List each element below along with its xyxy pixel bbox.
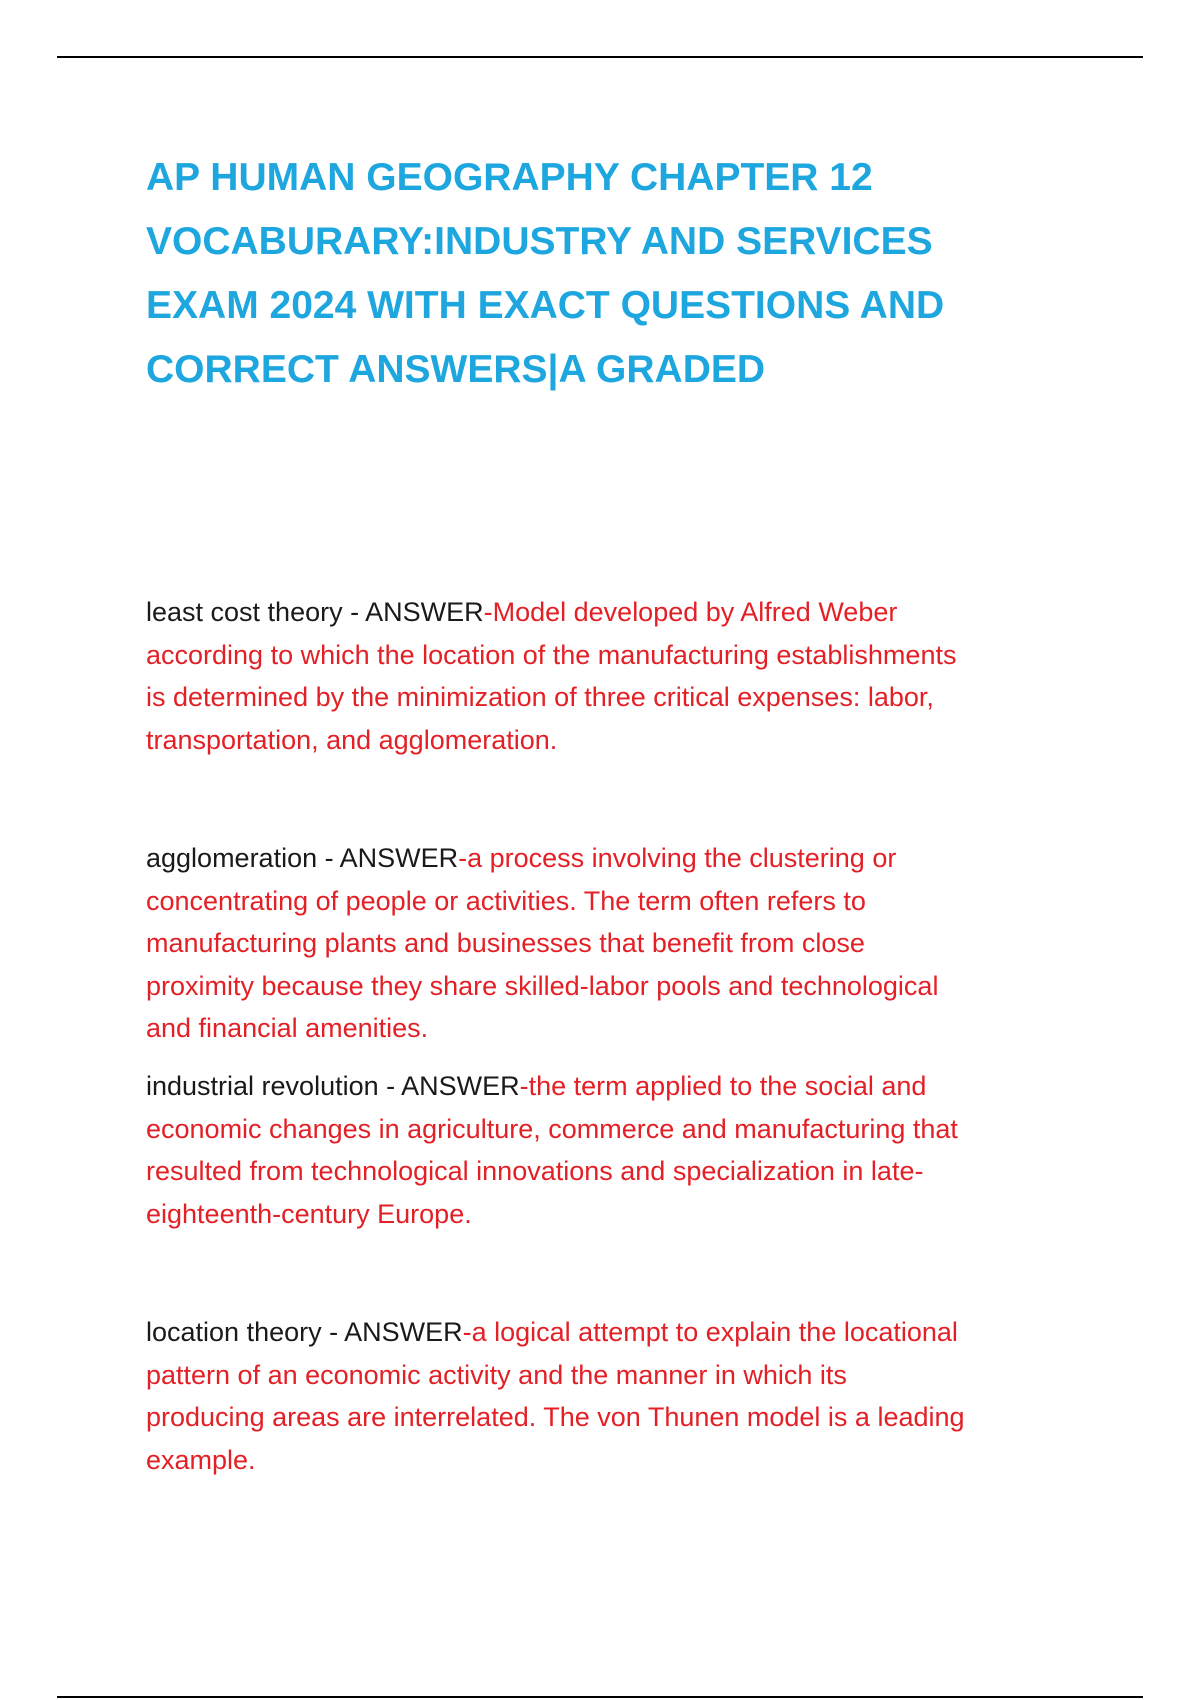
top-rule (57, 56, 1143, 58)
entry-definition: eighteenth-century Europe. (146, 1198, 472, 1229)
entry-definition: example. (146, 1444, 256, 1475)
entry-definition: -a logical attempt to explain the locational (462, 1317, 958, 1347)
vocab-entry-industrial-revolution (146, 1065, 1066, 1235)
entry-definition: economic changes in agriculture, commerce and manufacturing that (146, 1113, 958, 1144)
entry-definition: resulted from technological innovations and specialization in late- (146, 1156, 924, 1186)
entry-definition: -Model developed by Alfred Weber (483, 597, 898, 627)
entry-definition: proximity because they share skilled-labor pools and technological (146, 970, 939, 1001)
entry-definition: manufacturing plants and businesses that benefit from close (146, 928, 865, 958)
entry-definition: -a process involving the clustering or (458, 843, 897, 873)
entry-first-line (146, 591, 1066, 634)
entry-definition: according to which the location of the manufacturing establishments (146, 639, 957, 670)
document-title (146, 146, 1046, 402)
entry-definition: and financial amenities. (146, 1013, 429, 1043)
entry-term: location theory - ANSWER (146, 1317, 463, 1347)
entry-definition: producing areas are interrelated. The von Thunen model is a leading (146, 1402, 965, 1432)
entry-definition: is determined by the minimization of three critical expenses: labor, (146, 682, 934, 712)
entry-term: agglomeration - ANSWER (146, 843, 459, 873)
entry-first-line (146, 837, 1066, 880)
title-line: VOCABURARY:INDUSTRY AND SERVICES (146, 220, 933, 263)
title-line: EXAM 2024 WITH EXACT QUESTIONS AND (146, 284, 945, 327)
entry-term: industrial revolution - ANSWER (146, 1071, 520, 1101)
entry-term: least cost theory - ANSWER (146, 597, 484, 627)
entry-definition: pattern of an economic activity and the manner in which its (146, 1359, 847, 1390)
bottom-rule (57, 1696, 1143, 1698)
title-line: CORRECT ANSWERS|A GRADED (146, 348, 766, 391)
entry-definition: concentrating of people or activities. The term often refers to (146, 885, 866, 916)
entry-definition: -the term applied to the social and (519, 1071, 927, 1101)
title-line: AP HUMAN GEOGRAPHY CHAPTER 12 (146, 156, 873, 199)
entry-definition: transportation, and agglomeration. (146, 724, 558, 755)
vocab-entry-location-theory (146, 1311, 1066, 1481)
entry-first-line (146, 1311, 1066, 1354)
entry-first-line (146, 1065, 1066, 1108)
vocab-entry-least-cost-theory (146, 591, 1066, 761)
vocab-entry-agglomeration (146, 837, 1066, 1050)
